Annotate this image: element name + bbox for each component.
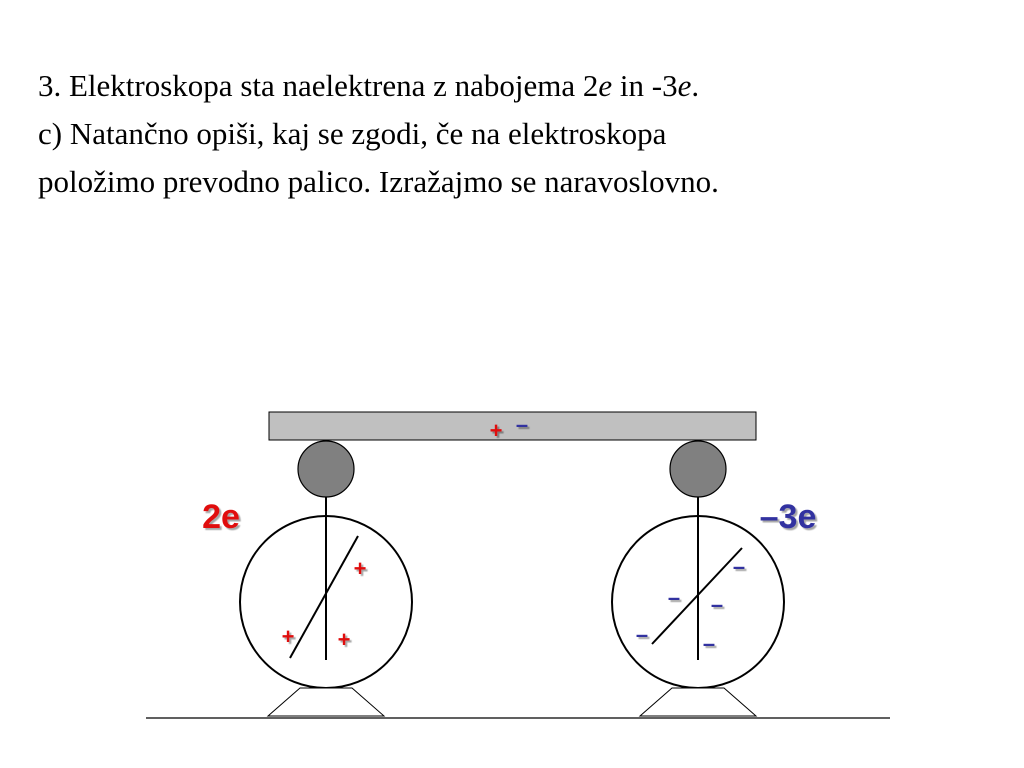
right-electroscope (612, 441, 816, 716)
question-line-1-e-symbol-2: e (677, 68, 692, 103)
rod-minus-sign: – (515, 412, 529, 437)
left-knob (298, 441, 354, 497)
question-line-2: c) Natančno opiši, kaj se zgodi, če na elektroskopa (38, 116, 667, 151)
left-stand (268, 688, 384, 716)
left-plus-sign-1: + (353, 556, 367, 581)
left-plus-sign-2: + (281, 624, 295, 649)
left-charge-label: 2e (202, 498, 240, 536)
question-line-1-prefix: 3. Elektroskopa sta naelektrena z nabojema 2 (38, 68, 599, 103)
right-minus-sign-3: – (710, 592, 724, 617)
question-line-1-middle: in -3 (612, 68, 678, 103)
right-charge-label: –3e (759, 498, 817, 536)
right-stand (640, 688, 756, 716)
right-knob (670, 441, 726, 497)
question-line-1-end: . (691, 68, 700, 103)
right-minus-sign-2: – (667, 585, 681, 610)
left-electroscope (202, 441, 412, 716)
right-minus-sign-4: – (635, 622, 649, 647)
question-line-1-e-symbol: e (598, 68, 613, 103)
right-minus-sign-1: – (732, 554, 746, 579)
right-minus-sign-5: – (702, 631, 716, 656)
question-line-3: položimo prevodno palico. Izražajmo se naravoslovno. (38, 164, 719, 199)
rod-plus-sign: + (489, 418, 503, 443)
left-plus-sign-3: + (337, 627, 351, 652)
conducting-rod (269, 412, 756, 440)
